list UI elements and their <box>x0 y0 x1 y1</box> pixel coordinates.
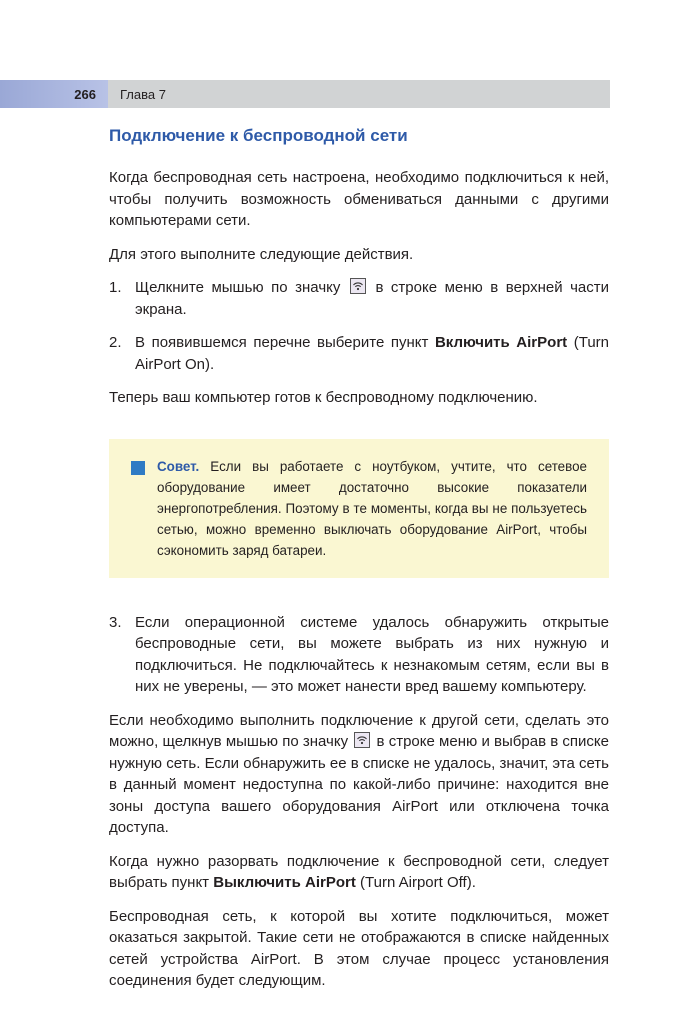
steps-list-continued <box>109 612 609 698</box>
wifi-icon <box>350 278 366 294</box>
paragraph-ready: Теперь ваш компьютер готов к беспроводному подключению. <box>109 389 538 406</box>
step-number: 1. <box>109 279 122 296</box>
page-number: 266 <box>74 87 96 102</box>
tip-body: Если вы работаете с ноутбуком, учтите, что сетевое оборудование имеет достаточно высокие показатели энергопотребления. Поэтому в те моменты, когда вы не пользуетесь сетью, можно временно выключать оборудование AirPort, чтобы сэкономить заряд батареи. <box>157 458 587 558</box>
menu-item-name: Включить AirPort <box>434 334 568 351</box>
steps-list <box>109 277 609 375</box>
paragraph-text: Если необходимо выполнить подключение к другой сети, сделать это можно, щелкнув мышью по значку <box>109 711 609 750</box>
list-item <box>109 612 609 698</box>
paragraph-intro: Когда беспроводная сеть настроена, необходимо подключиться к ней, чтобы получить возможность обмениваться данными с другими компьютерами сети. <box>109 169 609 229</box>
paragraph-steps-intro: Для этого выполните следующие действия. <box>109 245 414 263</box>
step-number: 2. <box>109 334 122 351</box>
paragraph-closed-network: Беспроводная сеть, к которой вы хотите подключиться, может оказаться закрытой. Такие сети не отображаются в списке найденных сетей устройства AirPort. В этом случае процесс установления соединения будет следующим. <box>109 907 609 989</box>
step-text: Если операционной системе удалось обнаружить открытые беспроводные сети, вы можете выбрать из них нужную и подключиться. Не подключайтесь к незнакомым сетям, если вы в них не уверены, — это может нанести вред вашему компьютеру. <box>135 613 609 695</box>
list-item <box>109 277 609 320</box>
chapter-title: Глава 7 <box>120 87 166 102</box>
paragraph-disconnect <box>109 851 609 894</box>
tip-label: Совет. <box>157 458 200 474</box>
list-item <box>109 332 609 375</box>
menu-item-name: Выключить AirPort <box>213 874 356 891</box>
wifi-icon <box>354 732 370 748</box>
paragraph-other-network <box>109 710 609 839</box>
page-content <box>109 124 609 1004</box>
step-text: в строке меню в верхней части экрана. <box>135 279 610 318</box>
paragraph-text: в строке меню и выбрав в списке нужную сеть. Если обнаружить ее в списке не удалось, значит, эта сеть в данный момент недоступна по какой-либо причине: находится вне зоны доступа вашего оборудования AirPort или отключена точка доступа. <box>109 733 609 836</box>
step-number: 3. <box>109 613 122 631</box>
running-header <box>0 80 610 108</box>
section-title: Подключение к беспроводной сети <box>109 126 408 145</box>
tip-text <box>157 456 587 561</box>
square-marker-icon <box>131 461 145 475</box>
paragraph-text: Когда нужно разорвать подключение к беспроводной сети, следует выбрать пункт <box>109 852 609 891</box>
step-text: (Turn AirPort On). <box>135 334 610 373</box>
tip-box <box>109 439 609 578</box>
step-text: В появившемся перечне выберите пункт <box>135 334 429 351</box>
page-number-block <box>0 80 108 108</box>
paragraph-text: (Turn Airport Off). <box>360 874 476 891</box>
step-text: Щелкните мышью по значку <box>135 279 341 296</box>
